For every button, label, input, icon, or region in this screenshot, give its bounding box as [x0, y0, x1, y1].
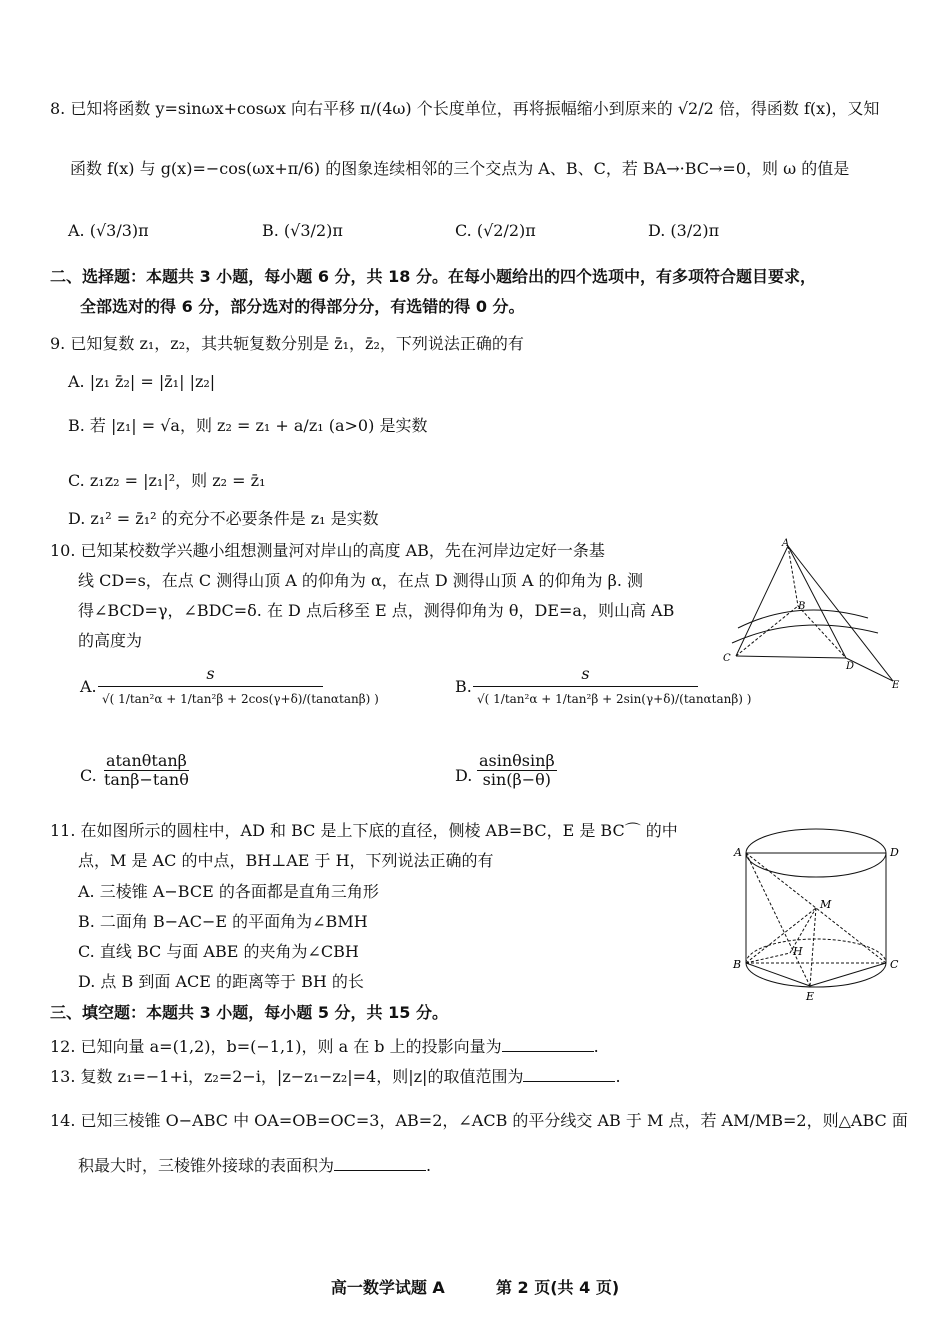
q9-option-b: B. 若 |z₁| = √a，则 z₂ = z₁ + a/z₁ (a>0) 是实数 [68, 416, 428, 435]
q11-fig-label-h: H [793, 945, 803, 958]
q13-answer-blank[interactable] [523, 1081, 615, 1082]
q11-fig-label-m: M [820, 898, 832, 911]
q8-option-b: B. (√3/2)π [262, 221, 343, 240]
q11-fig-label-d: D [890, 846, 899, 859]
q14-line1: 14. 已知三棱锥 O−ABC 中 OA=OB=OC=3，AB=2，∠ACB 的平分线交 AB 于 M 点，若 AM/MB=2，则△ABC 面 [50, 1111, 908, 1130]
q12-answer-blank[interactable] [502, 1051, 594, 1052]
q10-option-b-fraction [473, 664, 752, 711]
q10-option-a-fraction [98, 664, 379, 711]
q10-fig-label-c: C [723, 653, 731, 664]
q9-option-c: C. z₁z₂ = |z₁|²，则 z₂ = z̄₁ [68, 471, 266, 490]
q11-fig-label-a: A [734, 846, 742, 859]
q10-option-a-label: A. [80, 677, 97, 696]
q10-option-b-numerator: s [581, 664, 590, 683]
q10-option-d-label: D. [455, 766, 473, 785]
section2-heading-line2: 全部选对的得 6 分，部分选对的得部分分，有选错的得 0 分。 [80, 297, 525, 316]
q10-line3: 得∠BCD=γ，∠BDC=δ. 在 D 点后移至 E 点，测得仰角为 θ，DE=a，则山高 AB [78, 601, 675, 620]
section2-heading-line1: 二、选择题：本题共 3 小题，每小题 6 分，共 18 分。在每小题给出的四个选项中，有多项符合题目要求， [50, 267, 816, 286]
q9-option-a: A. |z₁ z̄₂| = |z̄₁| |z₂| [68, 372, 216, 391]
q10-fig-label-b: B [798, 601, 806, 612]
section3-heading: 三、填空题：本题共 3 小题，每小题 5 分，共 15 分。 [50, 1003, 448, 1022]
q11-option-d: D. 点 B 到面 ACE 的距离等于 BH 的长 [78, 972, 364, 991]
q11-cylinder-figure [728, 808, 908, 1020]
q9-stem: 9. 已知复数 z₁，z₂，其共轭复数分别是 z̄₁，z̄₂，下列说法正确的有 [50, 334, 524, 353]
q11-option-c: C. 直线 BC 与面 ABE 的夹角为∠CBH [78, 942, 359, 961]
q8-option-d: D. (3/2)π [648, 221, 720, 240]
q11-line2: 点，M 是 AC 的中点，BH⊥AE 于 H，下列说法正确的有 [78, 851, 494, 870]
q8-line2: 函数 f(x) 与 g(x)=−cos(ωx+π/6) 的图象连续相邻的三个交点为 A、B、C，若 BA→·BC→=0，则 ω 的值是 [70, 159, 850, 178]
q9-option-d: D. z₁² = z̄₁² 的充分不必要条件是 z₁ 是实数 [68, 509, 379, 528]
q8-option-a: A. (√3/3)π [68, 221, 149, 240]
q10-option-c-numerator: atanθtanβ [105, 751, 187, 770]
q13 [50, 1066, 621, 1088]
q10-line1: 10. 已知某校数学兴趣小组想测量河对岸山的高度 AB，先在河岸边定好一条基 [50, 541, 605, 560]
q12 [50, 1036, 599, 1058]
q10-option-c-fraction [100, 752, 193, 789]
footer-title: 高一数学试题 A [330, 1278, 445, 1297]
q10-option-a-numerator: s [206, 664, 215, 683]
q14-end: . [426, 1156, 432, 1175]
footer-page-number: 第 2 页(共 4 页) [495, 1278, 620, 1297]
q14-answer-blank[interactable] [334, 1170, 426, 1171]
q12-end: . [593, 1037, 599, 1056]
q10-option-b-label: B. [455, 677, 472, 696]
q10-fig-label-a: A [782, 538, 790, 549]
q11-option-b: B. 二面角 B−AC−E 的平面角为∠BMH [78, 912, 368, 931]
q11-fig-label-b: B [733, 958, 742, 971]
q11-fig-label-e: E [806, 990, 815, 1003]
q12-text: 12. 已知向量 a=(1,2)，b=(−1,1)，则 a 在 b 上的投影向量为 [50, 1037, 502, 1056]
page-footer [0, 1275, 950, 1298]
q10-option-a-denominator: √( 1/tan²α + 1/tan²β + 2cos(γ+δ)/(tanαtanβ) ) [98, 686, 323, 711]
q8-line1: 8. 已知将函数 y=sinωx+cosωx 向右平移 π/(4ω) 个长度单位，再将振幅缩小到原来的 √2/2 倍，得函数 f(x)，又知 [50, 99, 880, 118]
q10-option-d-denominator: sin(β−θ) [482, 770, 552, 789]
q11-option-a: A. 三棱锥 A−BCE 的各面都是直角三角形 [78, 882, 379, 901]
q10-fig-label-d: D [846, 661, 855, 672]
q14-line2 [78, 1155, 431, 1177]
q10-mountain-figure [718, 538, 908, 693]
q10-fig-label-e: E [892, 680, 900, 691]
q14-text: 积最大时，三棱锥外接球的表面积为 [78, 1156, 335, 1175]
q10-option-c-denominator: tanβ−tanθ [104, 770, 189, 789]
q11-fig-label-c: C [890, 958, 899, 971]
q10-option-c-label: C. [80, 766, 97, 785]
q13-end: . [615, 1067, 621, 1086]
q10-option-b-denominator: √( 1/tan²α + 1/tan²β + 2sin(γ+δ)/(tanαtanβ) ) [473, 686, 698, 711]
q10-option-d-numerator: asinθsinβ [479, 751, 555, 770]
q11-line1: 11. 在如图所示的圆柱中，AD 和 BC 是上下底的直径，侧棱 AB=BC，E 是 BC⌒ 的中 [50, 821, 678, 840]
q13-text: 13. 复数 z₁=−1+i，z₂=2−i，|z−z₁−z₂|=4，则|z|的取值范围为 [50, 1067, 524, 1086]
q10-line4: 的高度为 [78, 631, 143, 650]
q10-line2: 线 CD=s，在点 C 测得山顶 A 的仰角为 α，在点 D 测得山顶 A 的仰角为 β. 测 [78, 571, 644, 590]
q8-option-c: C. (√2/2)π [455, 221, 536, 240]
q10-option-d-fraction [475, 752, 559, 789]
